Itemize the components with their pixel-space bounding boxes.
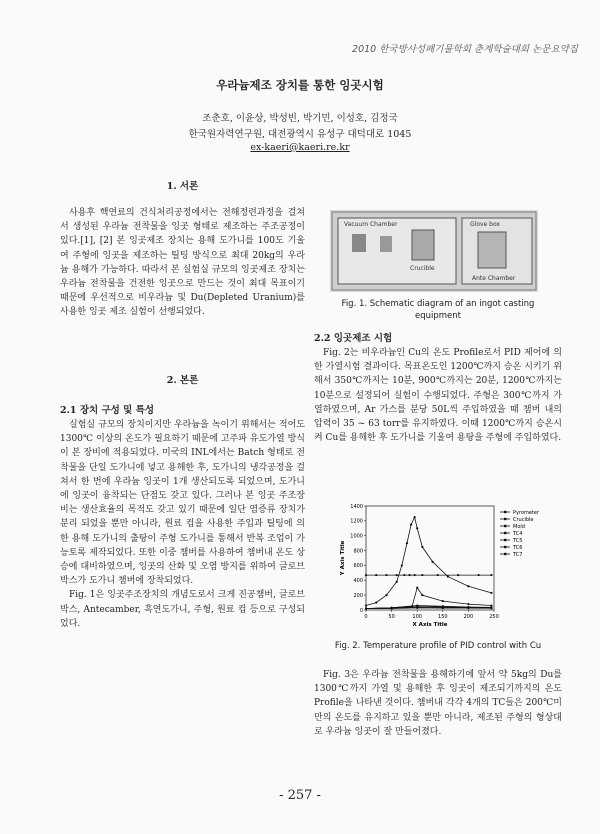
section-2-1-paragraph-2: Fig. 1은 잉곳주조장치의 개념도로서 크게 진공챔버, 글로브박스, Antecamber, 흑연도가니, 주형, 원료 컵 등으로 구성되었다. — [60, 590, 305, 629]
figure-1-schematic — [330, 210, 538, 292]
data-point-crucible — [467, 585, 469, 587]
legend-marker-triangle — [504, 525, 506, 527]
data-point-mold — [442, 600, 444, 602]
data-point-crucible — [431, 561, 433, 563]
authors: 조춘호, 이윤상, 박성빈, 박기민, 이성호, 김정국 — [202, 113, 398, 124]
diagram-label: Ante Chamber — [472, 275, 516, 282]
section-2-2-paragraph-2: Fig. 3은 우라늄 전착물을 용해하기에 앞서 약 5kg의 Du를 1300℃까지 가열 및 용해한 후 잉곳이 제조되기까지의 온도 Profile을 나타낸 것이다. 챔버내 각각 4개의 TC들은 200℃미만의 온도를 유지하고 있을 뿐만 아니라, 제조된 주형의 형상대로 우라늄 잉곳이 잘 만들어졌다. — [314, 670, 562, 737]
data-point-crucible — [365, 604, 367, 606]
ante-shape — [478, 232, 506, 268]
legend-marker-plus — [504, 553, 506, 555]
legend-marker-tri-down — [504, 539, 506, 541]
section-2-1-paragraph-1: 실험실 규모의 장치이지만 우라늄을 녹이기 위해서는 적어도 1300℃ 이상의 온도가 필요하기 때문에 고주파 유도가열 방식이 본 장비에 적용되었다. 미국의 INL에서는 Batch 형태로 전착물을 단일 도가니에 넣고 용해한 후, 도가니의 냉각공정을 걸쳐서 한 번에 우라늄 잉곳이 1개 생산되도록 되었으며, 도가니에 잉곳이 융착되는 단점도 갖고 있다. 그러나 본 잉곳 주조장비는 생산효율의 목적도 갖고 있기 때문에 일단 염증류 장치가 분리 되었을 뿐만 아니라, 원료 컵을 사용한 주입과 틸팅에 의한 용해 도가니의 출탕이 주형 도가니를 통해서 반복 조업이 가능토록 제작되었다. 또한 이중 챔버를 사용하여 챔버내 온도 상승에 대비하였으며, 잉곳의 산화 및 오염 방지를 위하여 글로브 박스가 도가니 챔버에 장착되었다. — [60, 420, 305, 587]
y-tick-label: 400 — [353, 578, 363, 585]
y-tick-label: 0 — [359, 607, 363, 614]
data-point-tc7 — [467, 607, 469, 609]
data-point-pyrometer — [414, 574, 416, 576]
data-point-pyrometer — [421, 574, 423, 576]
x-axis-label: X Axis Title — [412, 622, 448, 628]
y-tick-label: 600 — [353, 563, 363, 570]
section-1-body — [60, 206, 305, 320]
legend-label: Pyrometer — [513, 509, 540, 516]
legend-label: TC5 — [513, 537, 523, 544]
data-point-crucible — [406, 542, 408, 544]
section-2-2-title: 2.2 잉곳제조 시험 — [314, 333, 393, 344]
figure-2-caption: Fig. 2. Temperature profile of PID control with Cu — [334, 641, 542, 651]
section-2-2-body-continued — [314, 668, 562, 739]
data-point-tc7 — [391, 607, 393, 609]
data-point-mold — [416, 587, 418, 589]
section-2-1-title: 2.1 장치 구성 및 특성 — [60, 405, 154, 416]
figure-1-caption — [314, 298, 562, 322]
figure-1-caption-line-1: Fig. 1. Schematic diagram of an ingot casting — [341, 299, 535, 309]
page-number: - 257 - — [279, 788, 321, 803]
feeder-shape — [412, 230, 434, 260]
legend-marker-cross — [504, 546, 506, 548]
data-point-pyrometer — [478, 574, 480, 576]
temperature-profile-chart — [336, 498, 554, 632]
series-line-crucible — [366, 517, 491, 605]
legend-label: Mold — [513, 523, 525, 530]
data-point-tc7 — [490, 607, 492, 609]
data-point-pyrometer — [408, 574, 410, 576]
diagram-label: Glove box — [470, 221, 500, 228]
series-line-mold — [366, 588, 491, 609]
y-tick-label: 1200 — [350, 518, 363, 525]
email[interactable]: ex-kaeri@kaeri.re.kr — [250, 142, 350, 153]
data-point-pyrometer — [375, 574, 377, 576]
data-point-tc7 — [365, 607, 367, 609]
legend-marker-square — [504, 511, 506, 513]
x-tick-label: 0 — [364, 614, 368, 620]
schematic-diagram — [330, 210, 538, 292]
section-1-title: 1. 서론 — [166, 181, 199, 192]
x-tick-label: 200 — [463, 614, 474, 620]
section-2-2-paragraph-1: Fig. 2는 비우라늄인 Cu의 온도 Profile로서 PID 제어에 의한 가열시험 결과이다. 목표온도인 1200℃까지 승온 시키기 위해서 350℃까지는 10분, 900℃까지는 20분, 1200℃까지는 10분으로 설정되어 실험이 수행되었다. 주형은 300℃까지 가열하였으며, Ar 가스를 분당 50L씩 주입하였을 때 챔버 내의 압력이 35 ~ 63 torr를 유지하였다. 이때 1200℃까지 승온시켜 Cu를 용해한 후 도가니를 기울여 용탕을 주형에 주입하였다. — [314, 348, 562, 444]
affiliation: 한국원자력연구원, 대전광역시 유성구 대덕대로 1045 — [188, 129, 412, 140]
y-tick-label: 200 — [353, 592, 363, 599]
running-header: 2010 한국방사성폐기물학회 춘계학술대회 논문요약집 — [352, 44, 578, 55]
paper-title: 우라늄제조 장치를 통한 잉곳시험 — [216, 78, 384, 92]
data-point-crucible — [490, 592, 492, 594]
section-1-paragraph: 사용후 핵연료의 건식처리공정에서는 전해정련과정을 걸쳐서 생성된 우라늄 전착물을 잉곳 형태로 제조하는 주조공정이 있다.[1], [2] 본 잉곳제조 장치는 용해 도가니를 100도 기울여 주형에 잉곳을 제조하는 틸팅 방식으로 최대 20kg의 우라늄 용해가 가능하다. 따라서 본 실험실 규모의 잉곳제조 장치는 우라늄 전착물을 건전한 잉곳으로 만드는 것이 최대 목표이기 때문에 우선적으로 비우라늄 및 Du(Depleted Uranium)를 사용한 잉곳 제조 실험이 선행되었다. — [60, 208, 305, 318]
x-tick-label: 50 — [388, 614, 395, 620]
data-point-pyrometer — [437, 574, 439, 576]
data-point-pyrometer — [396, 574, 398, 576]
data-point-mold — [421, 594, 423, 596]
figure-1-caption-line-2: equipment — [415, 311, 461, 321]
x-tick-label: 150 — [438, 614, 448, 620]
data-point-crucible — [410, 523, 412, 525]
data-point-crucible — [401, 564, 403, 566]
data-point-crucible — [375, 601, 377, 603]
data-point-mold — [467, 603, 469, 605]
section-2-1-body — [60, 418, 305, 631]
diagram-label: Vacuum Chamber — [344, 221, 398, 228]
data-point-pyrometer — [490, 574, 492, 576]
legend-label: TC7 — [513, 551, 523, 558]
data-point-crucible — [421, 546, 423, 548]
legend-label: TC4 — [513, 530, 523, 537]
data-point-crucible — [414, 516, 416, 518]
y-tick-label: 800 — [353, 548, 363, 555]
crucible-shape — [352, 234, 366, 252]
data-point-crucible — [385, 594, 387, 596]
y-axis-label: Y Axis Title — [340, 540, 346, 576]
data-point-crucible — [447, 575, 449, 577]
data-point-crucible — [396, 581, 398, 583]
legend-label: TC6 — [513, 544, 523, 551]
legend-marker-circle — [504, 518, 506, 520]
legend-marker-diamond — [504, 532, 506, 534]
diagram-label: Crucible — [410, 265, 435, 272]
data-point-crucible — [416, 527, 418, 529]
data-point-pyrometer — [365, 574, 367, 576]
data-point-pyrometer — [457, 574, 459, 576]
x-tick-label: 250 — [489, 614, 499, 620]
y-tick-label: 1400 — [350, 503, 363, 510]
figure-2-chart — [336, 498, 554, 632]
data-point-tc7 — [442, 607, 444, 609]
x-tick-label: 100 — [412, 614, 422, 620]
data-point-pyrometer — [385, 574, 387, 576]
section-2-2-body — [314, 346, 562, 445]
data-point-pyrometer — [403, 574, 405, 576]
y-tick-label: 1000 — [350, 533, 363, 540]
data-point-tc7 — [416, 607, 418, 609]
section-2-title: 2. 본론 — [166, 375, 199, 386]
mold-shape — [380, 236, 392, 252]
legend-label: Crucible — [513, 516, 534, 523]
